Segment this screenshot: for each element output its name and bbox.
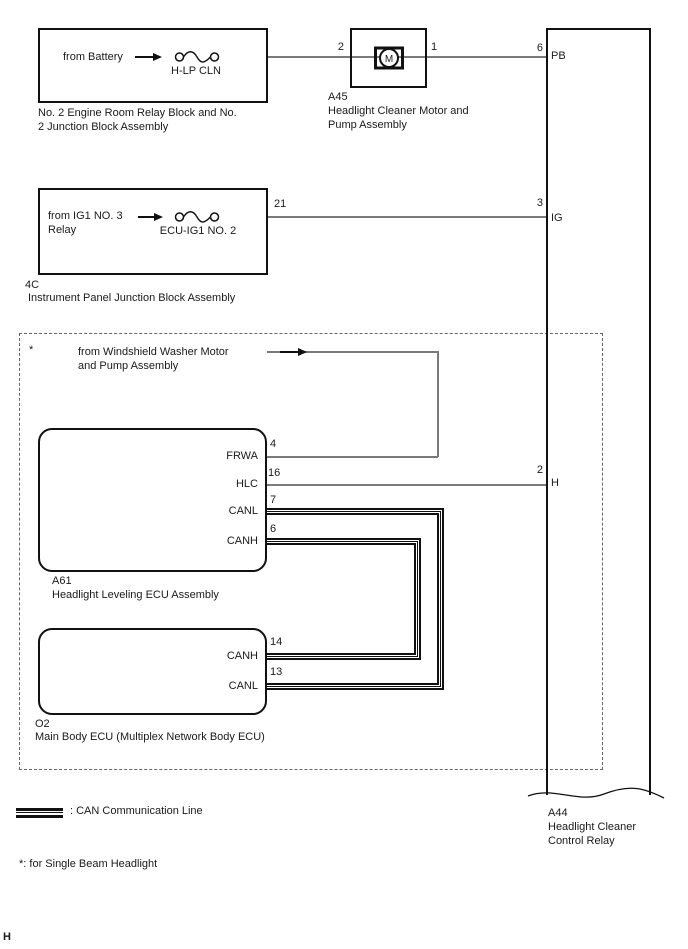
a45-caption-2: Pump Assembly	[328, 119, 407, 131]
page-footer-letter: H	[3, 931, 11, 943]
o2-pin-name-canh: CANH	[226, 650, 258, 662]
junction-code-4c: 4C	[25, 279, 40, 291]
a61-pin-7: 7	[270, 494, 277, 506]
a44-caption-1: Headlight Cleaner	[548, 821, 637, 833]
from-ig1-label-2: Relay	[48, 224, 77, 236]
washer-arrow-line	[280, 351, 300, 353]
a44-pin-6: 6	[536, 42, 543, 54]
can-legend-label: : CAN Communication Line	[70, 805, 203, 817]
a44-pin-name-h: H	[551, 477, 559, 489]
fuse-icon	[174, 48, 220, 66]
a45-pin-2: 2	[337, 41, 344, 53]
o2-pin-13: 13	[270, 666, 283, 678]
can-legend-swatch-icon	[16, 815, 63, 818]
a61-pin-name-canl: CANL	[228, 505, 258, 517]
washer-note-line-1: from Windshield Washer Motor	[78, 346, 229, 358]
ig-to-relay-wire	[268, 216, 546, 218]
a45-code: A45	[328, 91, 348, 103]
a44-pin-name-pb: PB	[551, 50, 566, 62]
o2-ecu-box	[38, 628, 267, 715]
fuse-hlp-cln-label: H-LP CLN	[171, 65, 221, 77]
washer-vertical-wire	[437, 351, 439, 457]
a61-pin-16: 16	[268, 467, 281, 479]
junction-pin-21: 21	[274, 198, 287, 210]
a44-code: A44	[548, 807, 568, 819]
fuse-icon	[174, 208, 220, 226]
single-beam-footnote: *: for Single Beam Headlight	[19, 858, 158, 870]
asterisk-marker: *	[29, 344, 34, 356]
washer-note-line-2: and Pump Assembly	[78, 360, 179, 372]
washer-arrow-icon	[298, 348, 307, 356]
a61-pin-name-canh: CANH	[226, 535, 258, 547]
o2-pin-14: 14	[270, 636, 283, 648]
a61-caption: Headlight Leveling ECU Assembly	[52, 589, 219, 601]
a44-pin-2: 2	[536, 464, 543, 476]
canh-line-inner	[265, 543, 416, 655]
motor-icon	[374, 46, 404, 70]
engine-room-relay-block-caption-2: 2 Junction Block Assembly	[38, 121, 169, 133]
battery-arrow-line	[135, 56, 155, 58]
a61-pin-name-hlc: HLC	[235, 478, 258, 490]
a61-code: A61	[52, 575, 72, 587]
from-ig1-label-1: from IG1 NO. 3	[48, 210, 123, 222]
o2-caption: Main Body ECU (Multiplex Network Body ECU)	[35, 731, 265, 743]
o2-pin-name-canl: CANL	[228, 680, 258, 692]
fuse-ecu-ig1-label: ECU-IG1 NO. 2	[159, 225, 237, 237]
a44-pin-name-ig: IG	[551, 212, 563, 224]
break-wave-icon	[526, 784, 666, 808]
a45-pin-1: 1	[431, 41, 438, 53]
can-legend-swatch-icon	[16, 808, 63, 811]
a61-pin-name-frwa: FRWA	[226, 450, 258, 462]
from-battery-label: from Battery	[63, 51, 123, 63]
a61-pin-4: 4	[270, 438, 277, 450]
battery-arrow-icon	[153, 53, 162, 61]
a61-pin-6: 6	[270, 523, 277, 535]
a44-top-edge	[546, 28, 651, 30]
engine-room-relay-block-caption-1: No. 2 Engine Room Relay Block and No.	[38, 107, 237, 119]
a44-right-edge	[649, 28, 651, 795]
junction-caption: Instrument Panel Junction Block Assembly	[28, 292, 236, 304]
a45-caption-1: Headlight Cleaner Motor and	[328, 105, 469, 117]
o2-code: O2	[35, 718, 50, 730]
hlc-wire	[267, 484, 546, 486]
a44-caption-2: Control Relay	[548, 835, 615, 847]
ig-arrow-icon	[154, 213, 163, 221]
a44-left-edge	[546, 28, 548, 795]
can-legend-swatch-icon	[16, 812, 63, 813]
frwa-wire	[267, 456, 438, 458]
motor-letter: M	[384, 54, 394, 65]
a44-pin-3: 3	[536, 197, 543, 209]
